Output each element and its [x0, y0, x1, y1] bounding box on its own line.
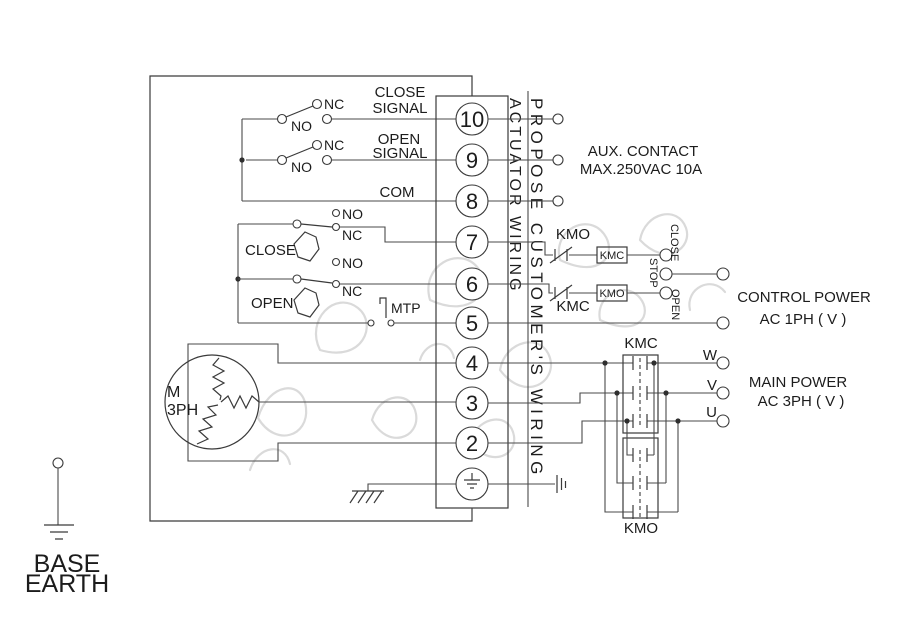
com-label: COM [379, 184, 415, 201]
open-limit-label: OPEN [251, 295, 294, 312]
terminal-10-number: 10 [459, 107, 485, 132]
phase-v-terminal [717, 387, 729, 399]
open-limit-cam [294, 288, 319, 317]
terminal-7-number: 7 [465, 230, 479, 255]
switch1-nc-contact [313, 100, 322, 109]
open-signal-label-1: OPEN [377, 131, 421, 148]
switch2-nc-label: NC [324, 137, 345, 153]
remote-signal-switches [239, 84, 456, 201]
close-limit-pivot [293, 220, 301, 228]
kmo-contactor-label: KMO [623, 520, 659, 537]
internal-earth [350, 484, 456, 503]
terminal-5-number: 5 [465, 311, 479, 336]
junction-dot [614, 390, 619, 395]
open-limit-pivot [293, 275, 301, 283]
mtp-contact-left [368, 320, 374, 326]
limit-switches [235, 206, 456, 326]
terminal-3-number: 3 [465, 391, 479, 416]
main-power-label-1: MAIN POWER [748, 374, 848, 391]
phase-w-label: W [702, 347, 717, 364]
actuator-enclosure [150, 76, 472, 521]
switch2-no-label: NO [291, 159, 312, 175]
close-limit-no-contact [333, 210, 340, 217]
close-limit-no-label: NO [342, 206, 363, 222]
junction-dot [651, 360, 656, 365]
motor-winding-3 [197, 405, 218, 444]
actuator-wiring-label: ACTUATOR WIRING [506, 98, 523, 294]
phase-u-label: U [706, 404, 717, 421]
open-limit-no-label: NO [342, 255, 363, 271]
kmc-contactor-label: KMC [624, 335, 658, 352]
kmo-coil-label: KMO [599, 288, 625, 300]
aux-terminal-3 [553, 196, 563, 206]
open-signal-label-2: SIGNAL [372, 145, 428, 162]
wiring-boundary [506, 91, 546, 507]
close-limit-blade [301, 224, 332, 227]
close-signal-label-1: CLOSE [374, 84, 426, 101]
junction-dot [663, 390, 668, 395]
control-power-label-2: AC 1PH ( V ) [759, 311, 847, 328]
customer-wiring-label: PROPOSE CUSTOMER'S WIRING [527, 98, 546, 479]
base-earth [25, 458, 109, 598]
open-limit-no-contact [333, 259, 340, 266]
switch2-nc-contact [313, 141, 322, 150]
terminal-4-number: 4 [465, 351, 479, 376]
switch1-nc-label: NC [324, 96, 345, 112]
junction-dot [675, 418, 680, 423]
aux-contact-title: AUX. CONTACT [587, 143, 699, 160]
control-power-terminal-1 [717, 268, 729, 280]
phase-w-terminal [717, 357, 729, 369]
customer-earth-symbol [557, 475, 566, 493]
pb-stop-label: STOP [647, 258, 659, 288]
switch1-blade [286, 106, 313, 117]
internal-earth-symbol [350, 491, 384, 503]
junction-dot [239, 157, 244, 162]
base-earth-terminal [53, 458, 63, 468]
motor-designation: M [167, 384, 181, 401]
open-limit-nc-contact [333, 281, 340, 288]
phase-u-terminal [717, 415, 729, 427]
switch2-blade [286, 147, 313, 158]
mtp-actuator [380, 298, 386, 318]
kmc-coil-label: KMC [599, 250, 625, 262]
control-power-label-1: CONTROL POWER [737, 289, 871, 306]
pb-stop-terminal [660, 268, 672, 280]
aux-terminal-2 [553, 155, 563, 165]
phase-v-label: V [706, 377, 717, 394]
motor-winding-2 [221, 396, 259, 408]
open-limit-nc-label: NC [342, 283, 363, 299]
kmc-nc-contact-label: KMC [556, 298, 590, 315]
control-power-terminal-2 [717, 317, 729, 329]
open-limit-blade [301, 279, 332, 283]
mtp-contact-right [388, 320, 394, 326]
kmo-nc-contact-label: KMO [555, 226, 591, 243]
mtp-label: MTP [391, 300, 421, 316]
switch1-no-label: NO [291, 118, 312, 134]
close-limit-nc-contact [333, 224, 340, 231]
base-earth-label-1: BASE [33, 550, 101, 578]
terminal-6-number: 6 [465, 272, 479, 297]
main-power-label-2: AC 3PH ( V ) [757, 393, 845, 410]
motor-winding-1 [213, 358, 224, 400]
close-limit-cam [294, 232, 319, 261]
terminal-9-number: 9 [465, 148, 479, 173]
close-limit-label: CLOSE [245, 242, 296, 259]
motor [165, 344, 456, 461]
aux-terminal-1 [553, 114, 563, 124]
pb-open-label: OPEN [669, 289, 681, 321]
close-signal-label-2: SIGNAL [372, 100, 428, 117]
switch2-common-contact [278, 156, 287, 165]
aux-contact-rating: MAX.250VAC 10A [579, 161, 703, 178]
switch1-no-contact [323, 115, 332, 124]
junction-dot [624, 418, 629, 423]
switch2-no-contact [323, 156, 332, 165]
junction-dot [602, 360, 607, 365]
terminal-2-number: 2 [465, 431, 479, 456]
pb-close-label: CLOSE [668, 224, 680, 262]
base-earth-label-2: EARTH [24, 570, 110, 598]
switch1-common-contact [278, 115, 287, 124]
terminal-8-number: 8 [465, 189, 479, 214]
customer-earth [488, 475, 566, 493]
base-earth-symbol [44, 525, 74, 539]
motor-phase: 3PH [167, 402, 199, 419]
close-limit-nc-label: NC [342, 227, 363, 243]
